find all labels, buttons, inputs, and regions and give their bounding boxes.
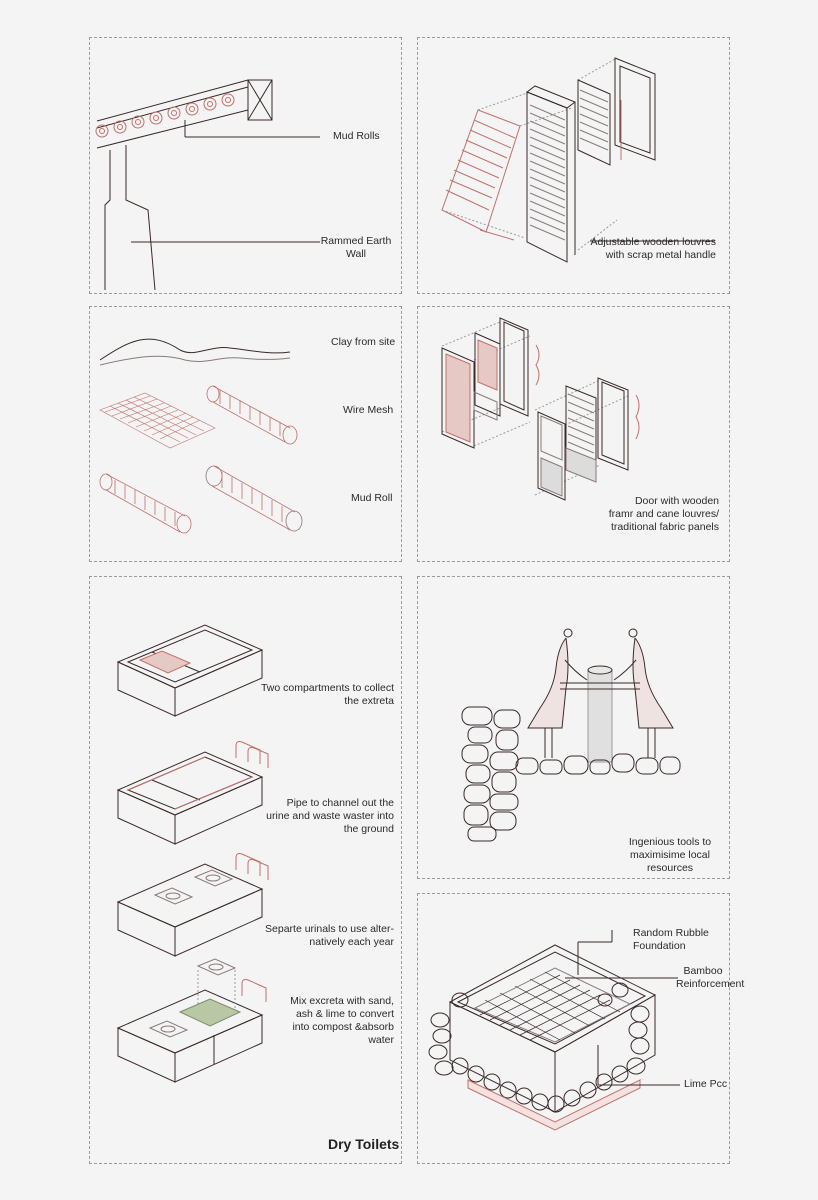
louvres-drawing — [442, 58, 715, 262]
mud-roll-making-drawing — [100, 339, 302, 533]
foundation-drawing — [429, 930, 680, 1130]
label-toilet-step-2: Pipe to channel out the urine and waste waster into the ground — [266, 797, 394, 835]
label-random-rubble: Random Rubble Foundation — [633, 927, 709, 952]
label-toilet-step-3: Separte urinals to use alter- natively each year — [265, 923, 394, 948]
label-toilet-step-1: Two compartments to collect the extreta — [260, 682, 394, 707]
mud-roof-drawing — [96, 80, 320, 290]
label-toilet-step-4: Mix excreta with sand, ash & lime to convert into compost &absorb water — [290, 995, 394, 1046]
label-door: Door with wooden framr and cane louvres/ traditional fabric panels — [608, 495, 719, 533]
tools-drawing — [462, 629, 680, 841]
dry-toilets-title: Dry Toilets — [328, 1136, 400, 1152]
label-mud-rolls: Mud Rolls — [333, 130, 380, 142]
label-mud-roll: Mud Roll — [351, 492, 393, 504]
label-rammed-earth-wall: Rammed Earth Wall — [320, 235, 392, 260]
door-drawing — [442, 318, 639, 500]
label-ingenious-tools: Ingenious tools to maximisime local resources — [628, 836, 712, 874]
label-bamboo-reinforcement: Bamboo Reinforcement — [676, 965, 745, 990]
label-clay-from-site: Clay from site — [331, 336, 396, 348]
label-lime-pcc: Lime Pcc — [684, 1078, 728, 1090]
label-adjustable-louvres: Adjustable wooden louvres with scrap metal handle — [590, 236, 716, 261]
label-wire-mesh: Wire Mesh — [343, 404, 394, 416]
